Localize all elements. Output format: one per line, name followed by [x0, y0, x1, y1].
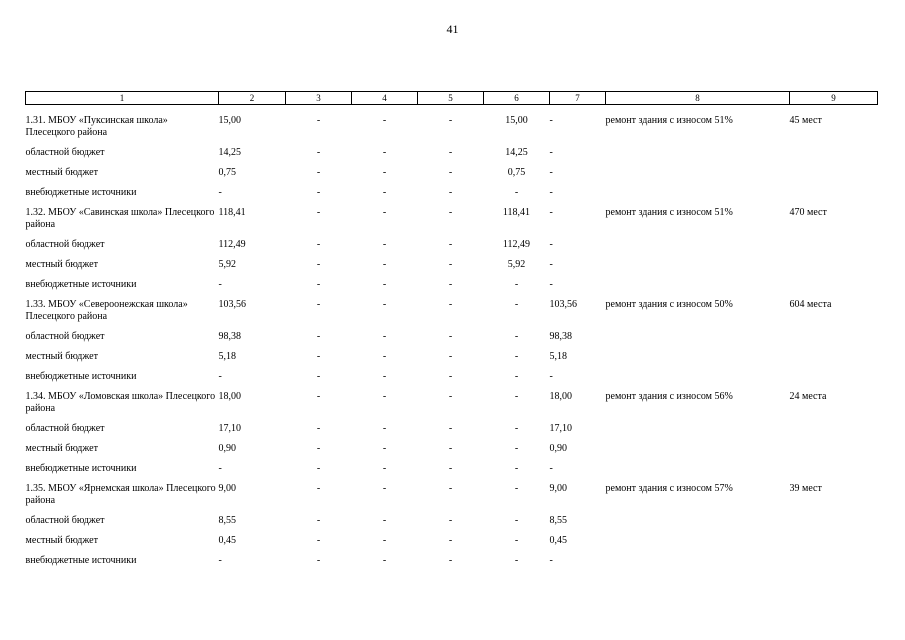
cell-col-4: -	[382, 115, 387, 126]
cell-col-4: -	[382, 463, 387, 474]
cell-col-2: 9,00	[218, 483, 236, 494]
cell-col-2: 8,55	[218, 515, 236, 526]
cell-col-1: 1.33. МБОУ «Североонежская школа» Плесецкого района	[25, 299, 188, 322]
cell-col-7: 17,10	[549, 423, 572, 434]
cell-col-8: ремонт здания с износом 50%	[605, 299, 733, 310]
cell-col-4: -	[382, 535, 387, 546]
cell-col-8	[606, 331, 790, 351]
cell-col-1: внебюджетные источники	[25, 187, 137, 198]
cell-col-2: 5,92	[218, 259, 236, 270]
cell-col-5: -	[448, 331, 453, 342]
cell-col-3: -	[316, 167, 321, 178]
cell-col-2: 103,56	[218, 299, 246, 310]
column-header-3: 3	[286, 92, 352, 105]
cell-col-8	[606, 371, 790, 391]
cell-col-1: 1.34. МБОУ «Ломовская школа» Плесецкого района	[25, 391, 216, 414]
cell-col-4: -	[382, 515, 387, 526]
cell-col-3: -	[316, 483, 321, 494]
cell-col-6: -	[514, 555, 519, 566]
cell-col-6: -	[514, 351, 519, 362]
table-row-school	[26, 483, 878, 515]
cell-col-5: -	[448, 423, 453, 434]
cell-col-2: -	[218, 279, 222, 290]
cell-col-5: -	[448, 299, 453, 310]
cell-col-9: 39 мест	[789, 483, 822, 494]
table-row-funding	[26, 351, 878, 371]
cell-col-4: -	[382, 239, 387, 250]
cell-col-2: 0,90	[218, 443, 236, 454]
table-row-funding	[26, 423, 878, 443]
cell-col-8	[606, 147, 790, 167]
cell-col-6: -	[514, 279, 519, 290]
cell-col-8	[606, 279, 790, 299]
table-row-funding	[26, 279, 878, 299]
column-number-header-row	[26, 92, 878, 105]
cell-col-5: -	[448, 115, 453, 126]
cell-col-4: -	[382, 443, 387, 454]
cell-col-6: -	[514, 371, 519, 382]
cell-col-4: -	[382, 147, 387, 158]
cell-col-7: -	[549, 207, 553, 218]
cell-col-9	[790, 515, 878, 535]
column-header-5: 5	[418, 92, 484, 105]
cell-col-2: 118,41	[218, 207, 246, 218]
cell-col-1: местный бюджет	[25, 351, 98, 362]
cell-col-9: 604 места	[789, 299, 832, 310]
cell-col-3: -	[316, 463, 321, 474]
cell-col-2: 5,18	[218, 351, 236, 362]
cell-col-1: 1.31. МБОУ «Пуксинская школа» Плесецкого района	[25, 115, 168, 138]
cell-col-7: -	[549, 167, 553, 178]
cell-col-2: -	[218, 371, 222, 382]
cell-col-9	[790, 351, 878, 371]
cell-col-9: 24 места	[789, 391, 827, 402]
table-row-funding	[26, 239, 878, 259]
cell-col-6: -	[514, 423, 519, 434]
cell-col-4: -	[382, 331, 387, 342]
cell-col-9	[790, 331, 878, 351]
cell-col-4: -	[382, 371, 387, 382]
table-row-funding	[26, 259, 878, 279]
cell-col-1: областной бюджет	[25, 515, 105, 526]
table-row-school	[26, 299, 878, 331]
cell-col-5: -	[448, 147, 453, 158]
cell-col-1: внебюджетные источники	[25, 555, 137, 566]
cell-col-7: 0,45	[549, 535, 567, 546]
table-body	[26, 105, 878, 576]
cell-col-5: -	[448, 207, 453, 218]
table-row-funding	[26, 167, 878, 187]
cell-col-3: -	[316, 391, 321, 402]
cell-col-3: -	[316, 423, 321, 434]
cell-col-5: -	[448, 187, 453, 198]
cell-col-4: -	[382, 299, 387, 310]
cell-col-1: внебюджетные источники	[25, 463, 137, 474]
cell-col-6: -	[514, 535, 519, 546]
cell-col-2: 15,00	[218, 115, 241, 126]
cell-col-1: местный бюджет	[25, 259, 98, 270]
cell-col-2: 112,49	[218, 239, 246, 250]
cell-col-8	[606, 463, 790, 483]
cell-col-9	[790, 463, 878, 483]
cell-col-1: областной бюджет	[25, 239, 105, 250]
cell-col-9	[790, 167, 878, 187]
cell-col-3: -	[316, 207, 321, 218]
cell-col-1: 1.32. МБОУ «Савинская школа» Плесецкого района	[25, 207, 215, 230]
cell-col-2: 17,10	[218, 423, 241, 434]
cell-col-5: -	[448, 463, 453, 474]
cell-col-8	[606, 259, 790, 279]
cell-col-3: -	[316, 279, 321, 290]
table-row-funding	[26, 331, 878, 351]
cell-col-7: 9,00	[549, 483, 567, 494]
cell-col-4: -	[382, 207, 387, 218]
cell-col-4: -	[382, 391, 387, 402]
cell-col-7: -	[549, 371, 553, 382]
cell-col-5: -	[448, 555, 453, 566]
column-header-8: 8	[606, 92, 790, 105]
cell-col-5: -	[448, 515, 453, 526]
cell-col-4: -	[382, 167, 387, 178]
cell-col-7: -	[549, 555, 553, 566]
cell-col-9	[790, 279, 878, 299]
table-row-funding	[26, 535, 878, 555]
cell-col-7: 98,38	[549, 331, 572, 342]
cell-col-1: местный бюджет	[25, 535, 98, 546]
cell-col-7: 18,00	[549, 391, 572, 402]
cell-col-3: -	[316, 555, 321, 566]
cell-col-3: -	[316, 443, 321, 454]
cell-col-8	[606, 351, 790, 371]
cell-col-6: -	[514, 299, 519, 310]
cell-col-5: -	[448, 443, 453, 454]
cell-col-8	[606, 555, 790, 575]
cell-col-1: внебюджетные источники	[25, 279, 137, 290]
cell-col-3: -	[316, 115, 321, 126]
page-number: 41	[446, 22, 459, 36]
cell-col-9	[790, 147, 878, 167]
column-header-7: 7	[550, 92, 606, 105]
cell-col-4: -	[382, 483, 387, 494]
cell-col-6: -	[514, 331, 519, 342]
cell-col-8	[606, 443, 790, 463]
cell-col-6: 15,00	[505, 115, 528, 126]
column-header-9: 9	[790, 92, 878, 105]
cell-col-5: -	[448, 535, 453, 546]
cell-col-7: -	[549, 463, 553, 474]
column-header-6: 6	[484, 92, 550, 105]
cell-col-1: местный бюджет	[25, 443, 98, 454]
cell-col-3: -	[316, 331, 321, 342]
cell-col-8	[606, 187, 790, 207]
cell-col-9: 45 мест	[789, 115, 822, 126]
cell-col-8: ремонт здания с износом 57%	[605, 483, 733, 494]
table-row-funding	[26, 515, 878, 535]
cell-col-6: 0,75	[507, 167, 526, 178]
cell-col-8	[606, 515, 790, 535]
cell-col-9	[790, 239, 878, 259]
cell-col-3: -	[316, 351, 321, 362]
cell-col-7: -	[549, 259, 553, 270]
cell-col-1: внебюджетные источники	[25, 371, 137, 382]
cell-col-2: 0,45	[218, 535, 236, 546]
cell-col-5: -	[448, 371, 453, 382]
cell-col-6: 112,49	[502, 239, 531, 250]
cell-col-3: -	[316, 515, 321, 526]
cell-col-1: 1.35. МБОУ «Ярнемская школа» Плесецкого района	[25, 483, 216, 506]
column-header-2: 2	[219, 92, 286, 105]
cell-col-5: -	[448, 279, 453, 290]
table-row-funding	[26, 555, 878, 575]
cell-col-5: -	[448, 351, 453, 362]
cell-col-7: 103,56	[549, 299, 577, 310]
cell-col-3: -	[316, 535, 321, 546]
cell-col-6: -	[514, 515, 519, 526]
cell-col-2: 0,75	[218, 167, 236, 178]
cell-col-1: областной бюджет	[25, 147, 105, 158]
cell-col-5: -	[448, 167, 453, 178]
cell-col-2: 98,38	[218, 331, 241, 342]
cell-col-3: -	[316, 147, 321, 158]
cell-col-8	[606, 535, 790, 555]
cell-col-1: областной бюджет	[25, 423, 105, 434]
header-gap	[26, 105, 878, 116]
cell-col-4: -	[382, 279, 387, 290]
program-table	[25, 91, 878, 575]
cell-col-3: -	[316, 239, 321, 250]
cell-col-8: ремонт здания с износом 51%	[605, 115, 733, 126]
cell-col-4: -	[382, 423, 387, 434]
cell-col-2: 18,00	[218, 391, 241, 402]
table-row-school	[26, 207, 878, 239]
cell-col-7: 0,90	[549, 443, 567, 454]
cell-col-9: 470 мест	[789, 207, 827, 218]
cell-col-5: -	[448, 239, 453, 250]
cell-col-8	[606, 239, 790, 259]
cell-col-6: -	[514, 463, 519, 474]
cell-col-7: -	[549, 279, 553, 290]
cell-col-6: 118,41	[502, 207, 531, 218]
cell-col-2: 14,25	[218, 147, 241, 158]
cell-col-6: -	[514, 391, 519, 402]
cell-col-6: -	[514, 187, 519, 198]
cell-col-7: 8,55	[549, 515, 567, 526]
cell-col-9	[790, 423, 878, 443]
cell-col-1: областной бюджет	[25, 331, 105, 342]
cell-col-2: -	[218, 463, 222, 474]
cell-col-3: -	[316, 259, 321, 270]
cell-col-7: 5,18	[549, 351, 567, 362]
cell-col-7: -	[549, 115, 553, 126]
cell-col-2: -	[218, 187, 222, 198]
cell-col-8: ремонт здания с износом 56%	[605, 391, 733, 402]
cell-col-9	[790, 555, 878, 575]
table-row-funding	[26, 187, 878, 207]
cell-col-4: -	[382, 555, 387, 566]
table-row-funding	[26, 371, 878, 391]
cell-col-6: 5,92	[507, 259, 526, 270]
cell-col-5: -	[448, 391, 453, 402]
cell-col-8: ремонт здания с износом 51%	[605, 207, 733, 218]
cell-col-9	[790, 443, 878, 463]
cell-col-2: -	[218, 555, 222, 566]
cell-col-8	[606, 423, 790, 443]
cell-col-8	[606, 167, 790, 187]
cell-col-6: -	[514, 443, 519, 454]
cell-col-4: -	[382, 259, 387, 270]
cell-col-9	[790, 187, 878, 207]
cell-col-6: 14,25	[505, 147, 528, 158]
cell-col-3: -	[316, 371, 321, 382]
cell-col-5: -	[448, 259, 453, 270]
cell-col-9	[790, 535, 878, 555]
cell-col-3: -	[316, 299, 321, 310]
table-row-funding	[26, 463, 878, 483]
cell-col-5: -	[448, 483, 453, 494]
cell-col-6: -	[514, 483, 519, 494]
cell-col-7: -	[549, 147, 553, 158]
cell-col-7: -	[549, 187, 553, 198]
cell-col-9	[790, 371, 878, 391]
table-row-funding	[26, 443, 878, 463]
column-header-4: 4	[352, 92, 418, 105]
cell-col-7: -	[549, 239, 553, 250]
table-row-school	[26, 115, 878, 147]
column-header-1: 1	[26, 92, 219, 105]
cell-col-1: местный бюджет	[25, 167, 98, 178]
cell-col-4: -	[382, 187, 387, 198]
table-row-school	[26, 391, 878, 423]
table-row-funding	[26, 147, 878, 167]
cell-col-9	[790, 259, 878, 279]
cell-col-3: -	[316, 187, 321, 198]
cell-col-4: -	[382, 351, 387, 362]
